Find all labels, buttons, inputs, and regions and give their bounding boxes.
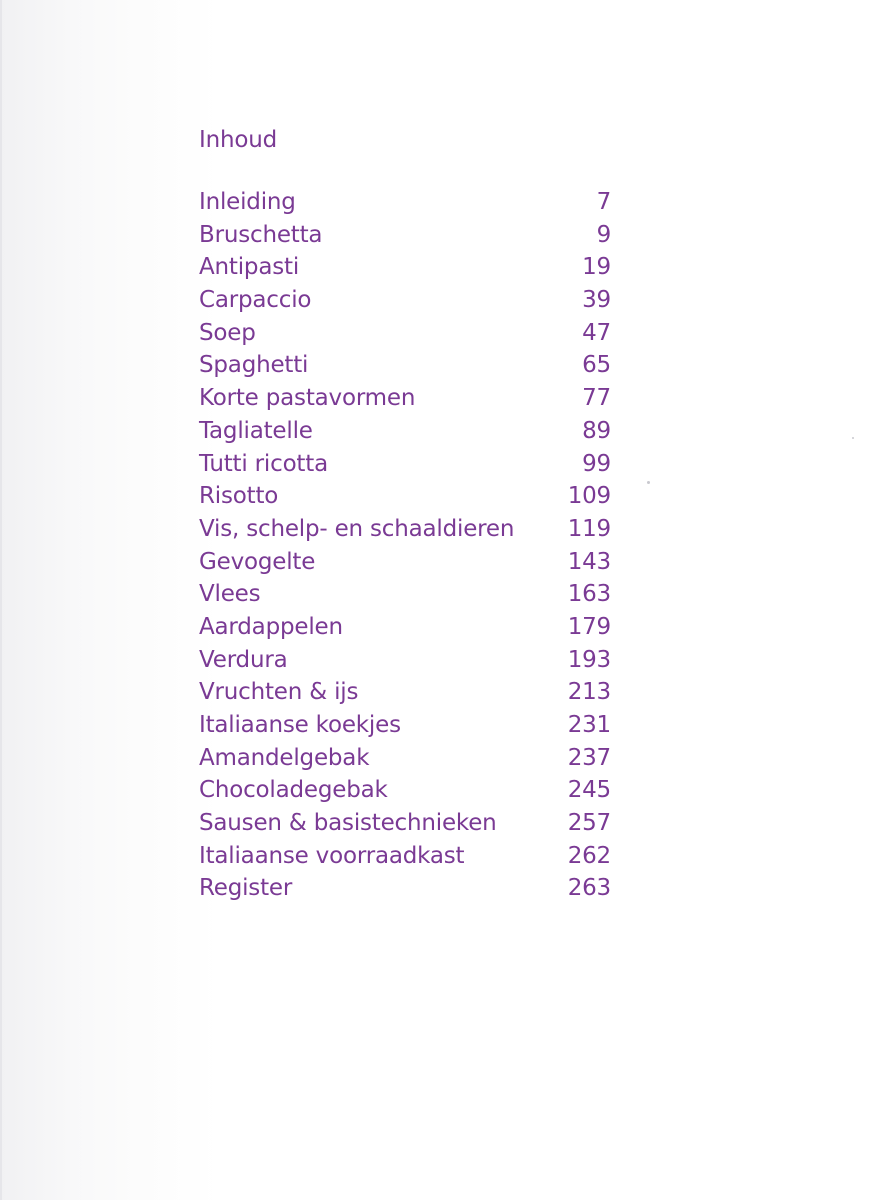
toc-entry-page: 47	[582, 319, 611, 346]
toc-entry-label: Spaghetti	[199, 352, 309, 379]
toc-entry	[199, 382, 611, 415]
toc-entry	[199, 251, 611, 284]
toc-entry	[199, 317, 611, 350]
toc-entry-page: 77	[582, 385, 611, 412]
toc-entry	[199, 676, 611, 709]
toc-entry	[199, 186, 611, 219]
toc-entry	[199, 578, 611, 611]
table-of-contents	[199, 124, 611, 905]
toc-entry-page: 263	[567, 875, 611, 902]
toc-entry	[199, 546, 611, 579]
toc-entry-page: 99	[582, 450, 611, 477]
toc-entry-label: Italiaanse koekjes	[199, 712, 401, 738]
toc-entry-label: Soep	[199, 319, 256, 346]
toc-entry	[199, 448, 611, 481]
toc-entry-label: Sausen & basistechnieken	[199, 810, 497, 837]
toc-entry-page: 179	[567, 613, 611, 640]
toc-entry-label: Vlees	[199, 581, 261, 608]
paper-speck	[647, 481, 650, 484]
toc-entry-page: 7	[596, 189, 611, 215]
toc-entry	[199, 840, 611, 873]
toc-entry-label: Bruschetta	[199, 221, 323, 248]
toc-entry	[199, 513, 611, 546]
toc-entry-label: Antipasti	[199, 254, 300, 281]
toc-entry-page: 109	[567, 483, 611, 510]
toc-entry-label: Vis, schelp- en schaaldieren	[199, 515, 515, 542]
toc-entry-page: 213	[567, 679, 611, 706]
toc-entry-label: Italiaanse voorraadkast	[199, 842, 465, 869]
toc-entry	[199, 415, 611, 448]
toc-entry	[199, 480, 611, 513]
toc-entry-label: Amandelgebak	[199, 744, 370, 771]
toc-entry-page: 237	[567, 744, 611, 771]
toc-entry-label: Korte pastavormen	[199, 385, 416, 412]
toc-entry-label: Tagliatelle	[199, 417, 313, 444]
toc-entry-label: Risotto	[199, 483, 279, 510]
toc-entry	[199, 807, 611, 840]
toc-entry-label: Vruchten & ijs	[199, 679, 359, 706]
toc-list	[199, 186, 611, 905]
toc-entry-page: 39	[582, 287, 611, 314]
toc-entry-label: Gevogelte	[199, 548, 316, 575]
toc-entry-page: 193	[567, 646, 611, 673]
toc-entry-page: 89	[582, 417, 611, 444]
toc-entry	[199, 219, 611, 252]
toc-entry	[199, 349, 611, 382]
toc-entry	[199, 284, 611, 317]
toc-entry-label: Carpaccio	[199, 287, 312, 314]
toc-entry-page: 245	[567, 777, 611, 804]
toc-entry-page: 262	[567, 842, 611, 869]
toc-entry-page: 163	[567, 581, 611, 608]
toc-entry-page: 119	[567, 515, 611, 542]
toc-entry-label: Chocoladegebak	[199, 777, 388, 804]
toc-entry	[199, 709, 611, 742]
paper-speck	[852, 437, 854, 439]
toc-entry	[199, 742, 611, 775]
toc-entry	[199, 872, 611, 905]
toc-entry	[199, 644, 611, 677]
page-gutter-shadow	[0, 0, 2, 1200]
toc-entry-page: 65	[582, 352, 611, 379]
toc-entry-page: 257	[567, 810, 611, 837]
toc-entry-label: Inleiding	[199, 189, 296, 215]
toc-entry-page: 19	[582, 254, 611, 281]
toc-entry-page: 231	[567, 712, 611, 738]
toc-entry-label: Register	[199, 875, 293, 902]
toc-entry	[199, 611, 611, 644]
toc-entry-label: Tutti ricotta	[199, 450, 328, 477]
toc-title: Inhoud	[199, 127, 277, 153]
toc-entry-page: 9	[596, 221, 611, 248]
toc-entry-label: Aardappelen	[199, 613, 343, 640]
toc-entry	[199, 774, 611, 807]
toc-entry-label: Verdura	[199, 646, 288, 673]
toc-entry-page: 143	[567, 548, 611, 575]
